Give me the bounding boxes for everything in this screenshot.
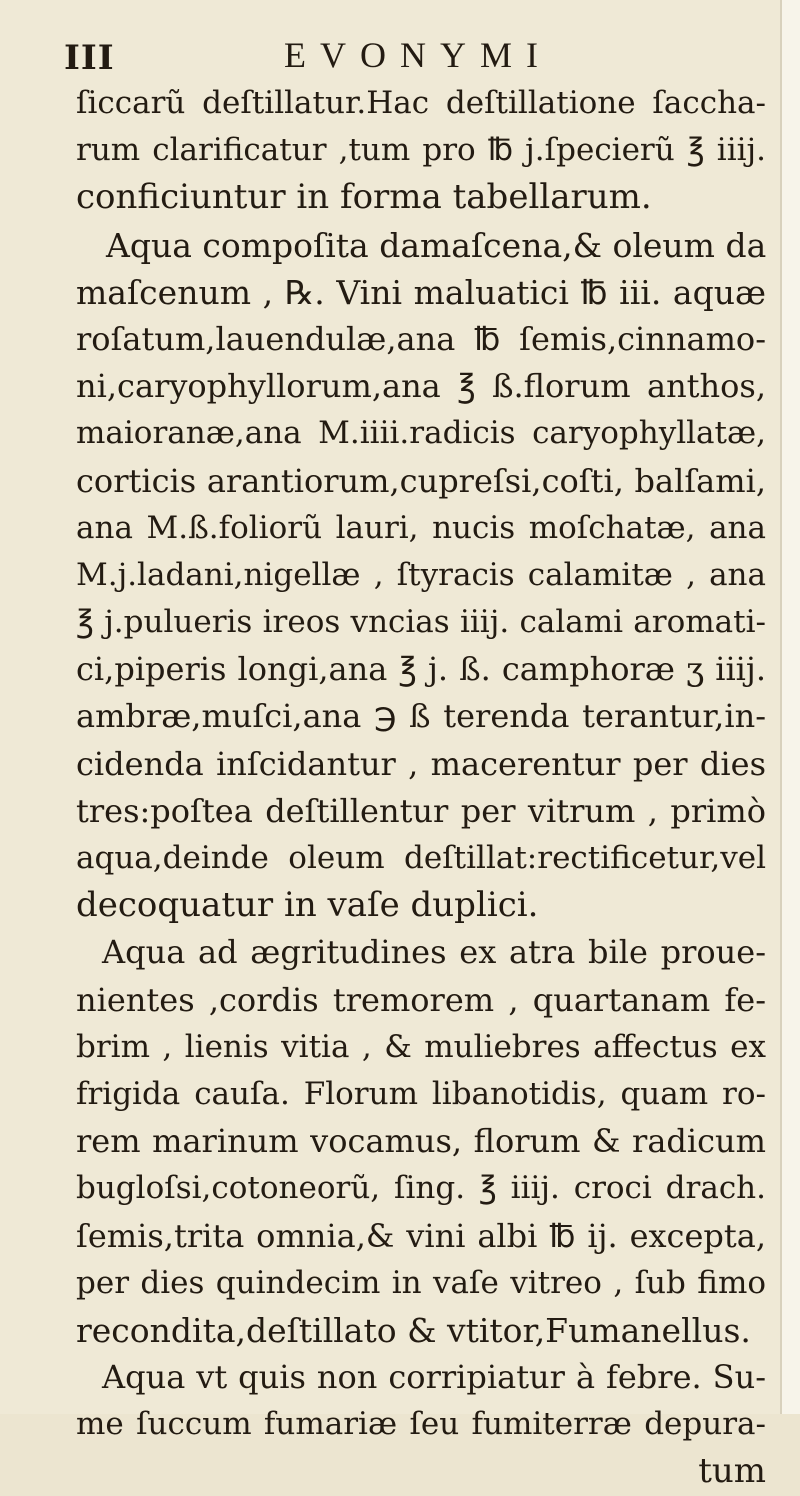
text-line: ambræ,muſci,ana ℈ ß terenda terantur,in-: [76, 697, 766, 736]
text-line: cidenda inſcidantur , macerentur per dies: [76, 744, 766, 783]
text-line: aqua,deinde oleum deſtillat:rectificetur,vel: [76, 840, 766, 876]
text-line: rum clarificatur ,tum pro ℔ j.ſpecierũ ℥ iiij.: [76, 132, 766, 169]
text-line: ℥ j.pulueris ireos vncias iiij. calami aromati-: [76, 604, 766, 641]
text-line: decoquatur in vaſe duplici.: [76, 885, 539, 926]
page-number: III: [64, 38, 115, 78]
page-header: [64, 28, 764, 78]
text-line: Aqua vt quis non corripiatur à febre. Su-: [102, 1358, 766, 1397]
text-line: rem marinum vocamus, florum & radicum: [76, 1122, 766, 1161]
text-line: corticis arantiorum,cupreſsi,coſti, balſami,: [76, 461, 766, 500]
text-line: ci,piperis longi,ana ℥ j. ß. camphoræ ʒ iiij.: [76, 650, 766, 689]
text-line: frigida cauſa. Florum libanotidis, quam ro-: [76, 1075, 766, 1112]
text-body: [76, 80, 766, 1496]
text-line: ſemis,trita omnia,& vini albi ℔ ij. excepta,: [76, 1216, 766, 1255]
text-line: tres:poſtea deſtillentur per vitrum , primò: [76, 791, 766, 830]
page-edge: [780, 0, 800, 1414]
text-line: M.j.ladani,nigellæ , ſtyracis calamitæ , ana: [76, 556, 766, 593]
text-line: maſcenum , ℞. Vini maluatici ℔ iii. aquæ: [76, 272, 766, 312]
text-line: Aqua compoſita damaſcena,& oleum da: [106, 225, 767, 265]
running-title: EVONYMI: [284, 35, 552, 75]
text-line: roſatum,lauendulæ,ana ℔ ſemis,cinnamo-: [76, 319, 766, 358]
text-line: maioranæ,ana M.iiii.radicis caryophyllatæ,: [76, 415, 766, 452]
text-line: bugloſsi,cotoneorũ, ſing. ℥ iiij. croci drach.: [76, 1170, 766, 1207]
text-line: per dies quindecim in vaſe vitreo , ſub fimo: [76, 1264, 766, 1301]
text-line: ana M.ß.foliorũ lauri, nucis moſchatæ, ana: [76, 509, 766, 546]
text-line: ſiccarũ deſtillatur.Hac deſtillatione ſaccha-: [76, 85, 766, 121]
catchword: tum: [698, 1451, 766, 1492]
text-line: recondita,deſtillato & vtitor,Fumanellus.: [76, 1310, 751, 1350]
text-line: me ſuccum fumariæ ſeu fumiterræ depura-: [76, 1406, 766, 1443]
text-line: brim , lienis vitia , & muliebres affectus ex: [76, 1028, 766, 1065]
text-line: ni,caryophyllorum,ana ℥ ß.florum anthos,: [76, 367, 766, 406]
text-line: Aqua ad ægritudines ex atra bile proue-: [102, 933, 766, 972]
text-line: conficiuntur in forma tabellarum.: [76, 177, 652, 218]
text-line: nientes ,cordis tremorem , quartanam fe-: [76, 980, 766, 1019]
